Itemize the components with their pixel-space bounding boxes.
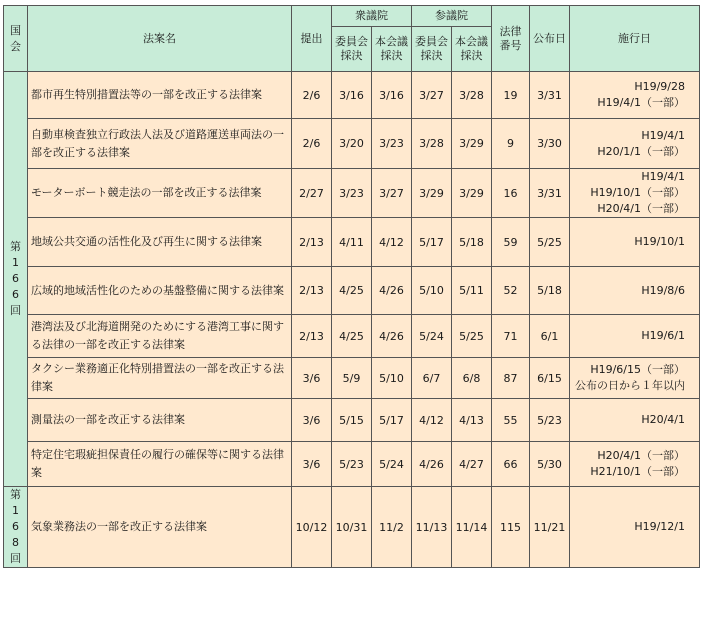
table-row	[4, 399, 700, 442]
cell-effective-date	[570, 72, 700, 119]
cell-promulgation: 5/23	[530, 399, 570, 442]
cell-cou-committee: 3/28	[412, 119, 452, 169]
cell-rep-committee: 3/23	[332, 169, 372, 218]
cell-rep-plenary: 5/10	[372, 358, 412, 399]
header-submitted: 提出	[292, 6, 332, 72]
header-law-number: 法律番号	[492, 6, 530, 72]
cell-bill-name: 自動車検査独立行政法人法及び道路運送車両法の一部を改正する法律案	[28, 119, 292, 169]
cell-promulgation: 3/30	[530, 119, 570, 169]
cell-rep-plenary: 4/26	[372, 267, 412, 315]
cell-cou-committee: 6/7	[412, 358, 452, 399]
cell-cou-committee: 5/17	[412, 218, 452, 267]
cell-submitted: 2/27	[292, 169, 332, 218]
cell-law-number: 115	[492, 487, 530, 568]
cell-cou-plenary: 6/8	[452, 358, 492, 399]
cell-effective-date	[570, 399, 700, 442]
cell-bill-name: 気象業務法の一部を改正する法律案	[28, 487, 292, 568]
effective-date-line: H19/4/1	[641, 170, 685, 183]
cell-law-number: 19	[492, 72, 530, 119]
header-rep-plenary: 本会議採決	[372, 27, 412, 72]
table-body	[4, 72, 700, 568]
cell-cou-committee: 11/13	[412, 487, 452, 568]
effective-date-line: H19/4/1（一部）	[597, 96, 685, 109]
cell-submitted: 2/6	[292, 72, 332, 119]
cell-effective-date	[570, 487, 700, 568]
cell-cou-plenary: 3/28	[452, 72, 492, 119]
table-row	[4, 358, 700, 399]
cell-cou-plenary: 5/11	[452, 267, 492, 315]
cell-cou-committee: 4/12	[412, 399, 452, 442]
effective-date-line: H19/10/1（一部）	[590, 186, 685, 199]
cell-law-number: 66	[492, 442, 530, 487]
cell-cou-committee: 3/29	[412, 169, 452, 218]
header-effective: 施行日	[570, 6, 700, 72]
cell-rep-plenary: 4/12	[372, 218, 412, 267]
cell-cou-plenary: 3/29	[452, 169, 492, 218]
cell-rep-committee: 5/15	[332, 399, 372, 442]
effective-date-line: H20/1/1（一部）	[597, 144, 685, 158]
cell-effective-date	[570, 169, 700, 218]
cell-bill-name: 広域的地域活性化のための基盤整備に関する法律案	[28, 267, 292, 315]
cell-bill-name: 都市再生特別措置法等の一部を改正する法律案	[28, 72, 292, 119]
cell-cou-plenary: 5/25	[452, 315, 492, 358]
cell-bill-name: タクシー業務適正化特別措置法の一部を改正する法律案	[28, 358, 292, 399]
cell-rep-plenary: 4/26	[372, 315, 412, 358]
cell-rep-plenary: 3/23	[372, 119, 412, 169]
header-session: 国会	[4, 6, 28, 72]
header-promulgation: 公布日	[530, 6, 570, 72]
cell-law-number: 16	[492, 169, 530, 218]
cell-submitted: 3/6	[292, 442, 332, 487]
cell-cou-committee: 4/26	[412, 442, 452, 487]
cell-effective-date	[570, 358, 700, 399]
cell-cou-plenary: 11/14	[452, 487, 492, 568]
session-label: 第166回	[4, 72, 28, 487]
cell-promulgation: 11/21	[530, 487, 570, 568]
cell-promulgation: 6/1	[530, 315, 570, 358]
cell-promulgation: 5/25	[530, 218, 570, 267]
cell-effective-date	[570, 218, 700, 267]
header-house-rep: 衆議院	[332, 6, 412, 27]
cell-submitted: 2/13	[292, 315, 332, 358]
effective-date-line: H19/6/1	[641, 329, 685, 342]
cell-rep-committee: 3/20	[332, 119, 372, 169]
header-cou-plenary: 本会議採決	[452, 27, 492, 72]
effective-date-line: H20/4/1	[641, 413, 685, 426]
cell-rep-plenary: 5/24	[372, 442, 412, 487]
effective-date-line: H19/4/1	[641, 128, 685, 142]
effective-date-line: H19/8/6	[641, 283, 685, 297]
cell-submitted: 2/13	[292, 267, 332, 315]
cell-bill-name: 地域公共交通の活性化及び再生に関する法律案	[28, 218, 292, 267]
table-row	[4, 487, 700, 568]
header-councillors: 参議院	[412, 6, 492, 27]
effective-date-line: 公布の日から１年以内	[575, 379, 685, 392]
cell-rep-committee: 5/9	[332, 358, 372, 399]
cell-cou-committee: 5/10	[412, 267, 452, 315]
bill-table-container	[3, 5, 700, 568]
cell-rep-committee: 4/25	[332, 267, 372, 315]
cell-bill-name: 測量法の一部を改正する法律案	[28, 399, 292, 442]
cell-bill-name: モーターボート競走法の一部を改正する法律案	[28, 169, 292, 218]
cell-effective-date	[570, 267, 700, 315]
cell-cou-plenary: 5/18	[452, 218, 492, 267]
cell-law-number: 87	[492, 358, 530, 399]
cell-law-number: 9	[492, 119, 530, 169]
effective-date-line: H20/4/1（一部）	[597, 449, 685, 462]
cell-rep-plenary: 3/16	[372, 72, 412, 119]
cell-rep-committee: 3/16	[332, 72, 372, 119]
cell-rep-plenary: 11/2	[372, 487, 412, 568]
cell-cou-committee: 3/27	[412, 72, 452, 119]
cell-submitted: 2/6	[292, 119, 332, 169]
cell-law-number: 71	[492, 315, 530, 358]
cell-submitted: 3/6	[292, 358, 332, 399]
table-row	[4, 267, 700, 315]
cell-rep-committee: 4/11	[332, 218, 372, 267]
effective-date-line: H19/9/28	[634, 80, 685, 93]
session-label: 第168回	[4, 487, 28, 568]
cell-bill-name: 特定住宅瑕疵担保責任の履行の確保等に関する法律案	[28, 442, 292, 487]
cell-bill-name: 港湾法及び北海道開発のためにする港湾工事に関する法律の一部を改正する法律案	[28, 315, 292, 358]
cell-promulgation: 3/31	[530, 72, 570, 119]
cell-rep-committee: 4/25	[332, 315, 372, 358]
header-cou-committee: 委員会採決	[412, 27, 452, 72]
table-row	[4, 169, 700, 218]
cell-cou-committee: 5/24	[412, 315, 452, 358]
table-row	[4, 315, 700, 358]
effective-date-line: H19/6/15（一部）	[590, 363, 685, 376]
header-rep-committee: 委員会採決	[332, 27, 372, 72]
header-bill-name: 法案名	[28, 6, 292, 72]
cell-rep-plenary: 5/17	[372, 399, 412, 442]
effective-date-line: H19/12/1	[634, 520, 685, 533]
cell-submitted: 3/6	[292, 399, 332, 442]
bill-table	[3, 5, 700, 568]
cell-rep-plenary: 3/27	[372, 169, 412, 218]
cell-law-number: 52	[492, 267, 530, 315]
effective-date-line: H20/4/1（一部）	[597, 202, 685, 215]
cell-effective-date	[570, 119, 700, 169]
cell-rep-committee: 10/31	[332, 487, 372, 568]
cell-submitted: 10/12	[292, 487, 332, 568]
cell-effective-date	[570, 442, 700, 487]
cell-law-number: 55	[492, 399, 530, 442]
table-row	[4, 442, 700, 487]
cell-law-number: 59	[492, 218, 530, 267]
cell-promulgation: 5/30	[530, 442, 570, 487]
table-row	[4, 218, 700, 267]
effective-date-line: H21/10/1（一部）	[590, 465, 685, 478]
effective-date-line: H19/10/1	[634, 235, 685, 248]
table-row	[4, 72, 700, 119]
table-row	[4, 119, 700, 169]
cell-promulgation: 5/18	[530, 267, 570, 315]
table-header	[4, 6, 700, 72]
cell-promulgation: 6/15	[530, 358, 570, 399]
cell-cou-plenary: 3/29	[452, 119, 492, 169]
cell-promulgation: 3/31	[530, 169, 570, 218]
cell-submitted: 2/13	[292, 218, 332, 267]
cell-cou-plenary: 4/27	[452, 442, 492, 487]
cell-effective-date	[570, 315, 700, 358]
cell-cou-plenary: 4/13	[452, 399, 492, 442]
cell-rep-committee: 5/23	[332, 442, 372, 487]
